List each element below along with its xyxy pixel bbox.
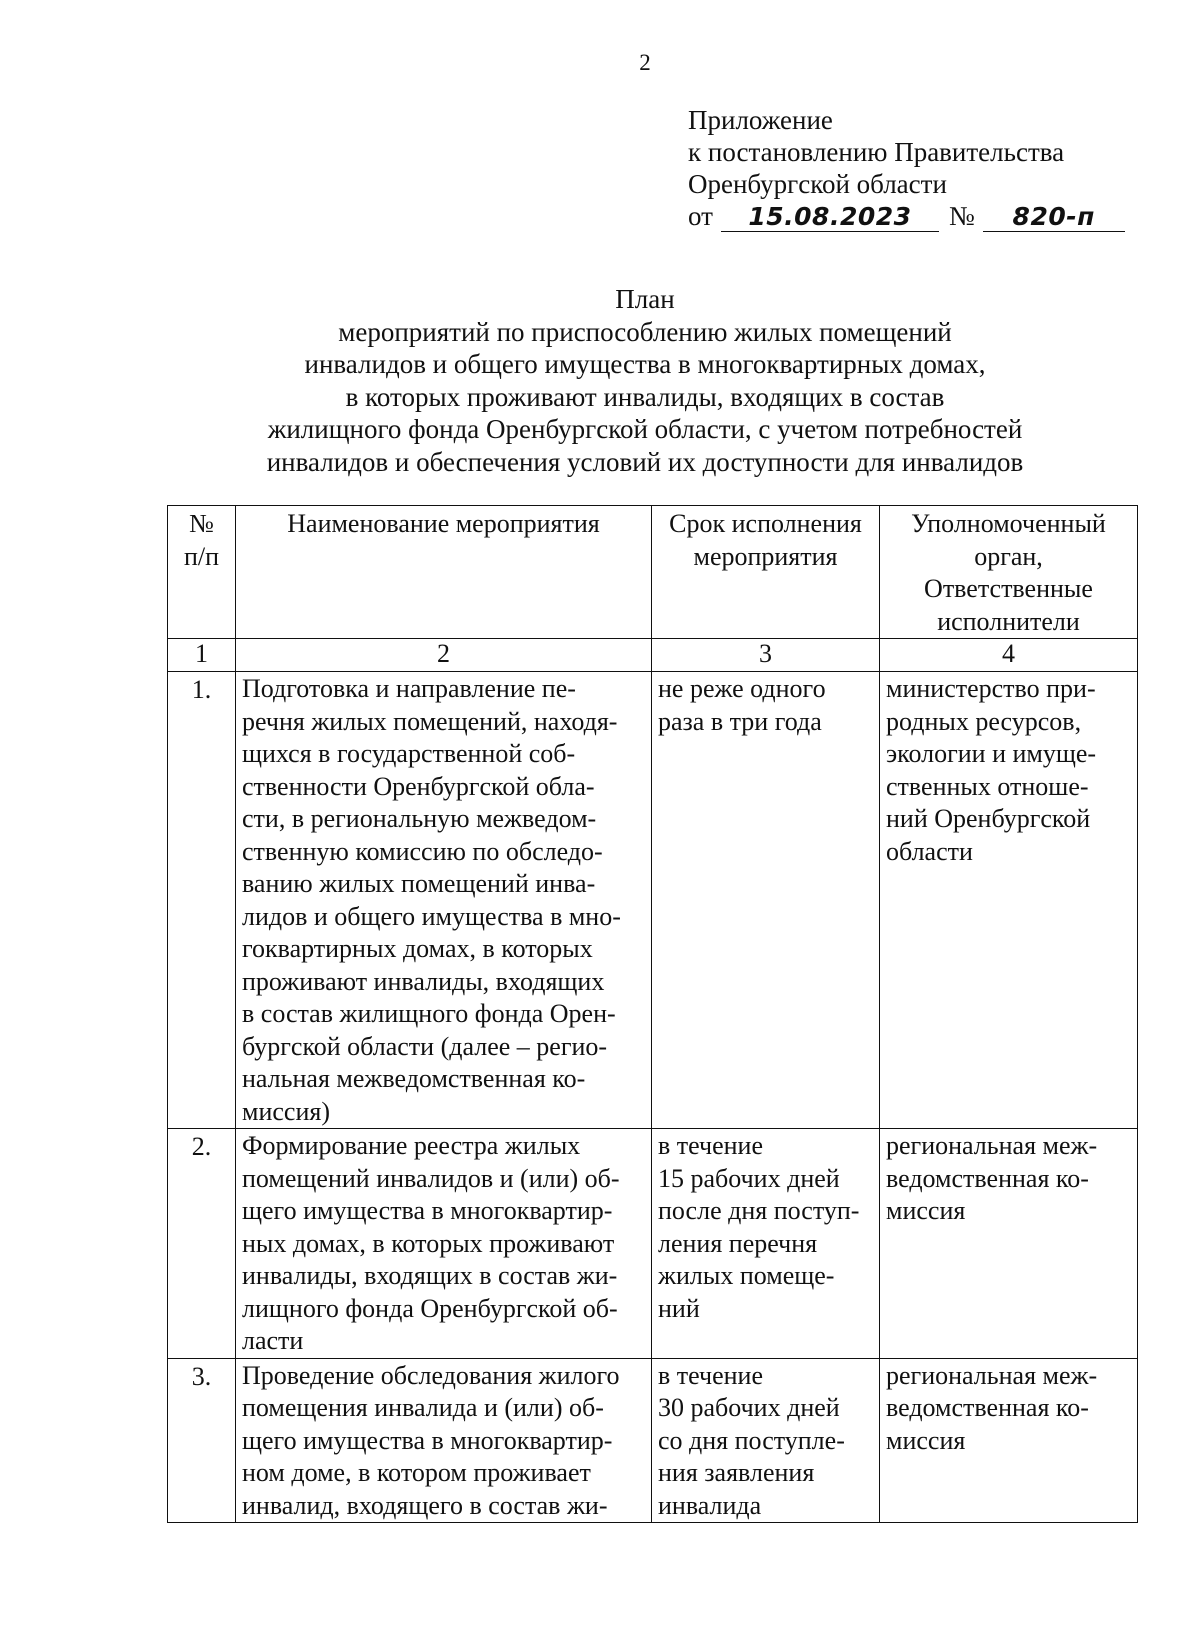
table-row xyxy=(168,1358,1138,1523)
cell-line: ведомственная ко- xyxy=(886,1393,1089,1422)
cell-line: ственную комиссию по обследо- xyxy=(242,836,603,866)
cell-line: 15 рабочих дней xyxy=(658,1163,840,1193)
cell-line: в течение xyxy=(658,1360,764,1390)
plan-table xyxy=(167,505,1138,1523)
title-line: в которых проживают инвалиды, входящих в состав xyxy=(345,381,945,412)
title-line: инвалидов и общего имущества в многоквартирных домах, xyxy=(304,349,986,379)
activity-name-cell xyxy=(236,1129,652,1359)
cell-line: Подготовка и направление пе- xyxy=(242,674,576,703)
cell-line: министерство при- xyxy=(886,674,1096,703)
table-row xyxy=(168,672,1138,1129)
cell-line: родных ресурсов, xyxy=(886,706,1082,736)
cell-line: ления перечня xyxy=(658,1228,818,1258)
column-number: 2 xyxy=(236,639,652,672)
cell-line: ных домах, в которых проживают xyxy=(242,1228,615,1258)
cell-line: помещения инвалида и (или) об- xyxy=(242,1393,604,1422)
cell-line: речня жилых помещений, находя- xyxy=(242,706,618,736)
row-number: 3. xyxy=(168,1358,236,1523)
term-cell xyxy=(652,672,880,1129)
cell-line: миссия xyxy=(886,1196,966,1225)
header-number: № п/п xyxy=(168,506,236,639)
cell-line: не реже одного xyxy=(658,674,826,703)
activity-name-cell xyxy=(236,1358,652,1523)
header-term: Срок исполнения мероприятия xyxy=(652,506,880,639)
cell-line: Проведение обследования жилого xyxy=(242,1360,620,1390)
cell-line: региональная меж- xyxy=(886,1131,1098,1160)
header-name: Наименование мероприятия xyxy=(236,506,652,639)
cell-line: раза в три года xyxy=(658,706,822,736)
column-number: 1 xyxy=(168,639,236,672)
handwritten-date: 15.08.2023 xyxy=(721,203,939,232)
cell-line: ний Оренбургской xyxy=(886,804,1091,833)
cell-line: инвалид, входящего в состав жи- xyxy=(242,1490,608,1520)
title-line: жилищного фонда Оренбургской области, с учетом потребностей xyxy=(267,414,1023,444)
cell-line: лидов и общего имущества в мно- xyxy=(242,901,621,931)
cell-line: в состав жилищного фонда Орен- xyxy=(242,999,616,1028)
cell-line: щихся в государственной соб- xyxy=(242,739,576,768)
cell-line: бургской области (далее – регио- xyxy=(242,1031,608,1061)
appendix-line: Приложение xyxy=(688,105,833,135)
appendix-date-line xyxy=(688,200,1125,232)
cell-line: ласти xyxy=(242,1326,304,1355)
cell-line: сти, в региональную межведом- xyxy=(242,804,597,833)
document-title xyxy=(0,283,1200,478)
cell-line: региональная меж- xyxy=(886,1360,1098,1390)
table-body xyxy=(168,672,1138,1523)
title-line: мероприятий по приспособлению жилых помещений xyxy=(338,316,952,347)
row-number: 1. xyxy=(168,672,236,1129)
column-number: 4 xyxy=(880,639,1138,672)
executor-cell xyxy=(880,1129,1138,1359)
cell-line: области xyxy=(886,836,973,866)
cell-line: щего имущества в многоквартир- xyxy=(242,1425,613,1455)
number-sign: № xyxy=(948,201,975,231)
cell-line: ний xyxy=(658,1293,700,1323)
cell-line: жилых помеще- xyxy=(658,1261,835,1290)
cell-line: лищного фонда Оренбургской об- xyxy=(242,1293,618,1323)
cell-line: инвалида xyxy=(658,1490,762,1520)
cell-line: щего имущества в многоквартир- xyxy=(242,1196,613,1225)
cell-line: ном доме, в котором проживает xyxy=(242,1458,591,1487)
cell-line: со дня поступле- xyxy=(658,1425,845,1455)
title-heading: План xyxy=(615,284,675,314)
appendix-block xyxy=(688,104,1125,232)
column-number-row xyxy=(168,639,1138,672)
cell-line: ния заявления xyxy=(658,1458,815,1487)
appendix-line: к постановлению Правительства xyxy=(688,137,1065,167)
cell-line: ственных отноше- xyxy=(886,771,1089,801)
activity-name-cell xyxy=(236,672,652,1129)
term-cell xyxy=(652,1358,880,1523)
cell-line: помещений инвалидов и (или) об- xyxy=(242,1163,620,1193)
cell-line: ванию жилых помещений инва- xyxy=(242,869,596,898)
cell-line: гоквартирных домах, в которых xyxy=(242,934,593,963)
appendix-line: Оренбургской области xyxy=(688,169,947,199)
title-line: инвалидов и обеспечения условий их доступности для инвалидов xyxy=(266,446,1024,477)
cell-line: миссия) xyxy=(242,1096,330,1126)
cell-line: ведомственная ко- xyxy=(886,1163,1089,1193)
table-row xyxy=(168,1129,1138,1359)
executor-cell xyxy=(880,1358,1138,1523)
cell-line: экологии и имуще- xyxy=(886,739,1097,768)
column-number: 3 xyxy=(652,639,880,672)
handwritten-number: 820-п xyxy=(983,203,1125,232)
date-prefix: от xyxy=(688,201,713,231)
cell-line: ственности Оренбургской обла- xyxy=(242,771,595,801)
cell-line: Формирование реестра жилых xyxy=(242,1131,581,1160)
row-number: 2. xyxy=(168,1129,236,1359)
cell-line: проживают инвалиды, входящих xyxy=(242,966,605,996)
executor-cell xyxy=(880,672,1138,1129)
cell-line: инвалиды, входящих в состав жи- xyxy=(242,1261,618,1290)
table-header-row xyxy=(168,506,1138,639)
term-cell xyxy=(652,1129,880,1359)
cell-line: 30 рабочих дней xyxy=(658,1393,840,1422)
cell-line: в течение xyxy=(658,1131,764,1160)
cell-line: миссия xyxy=(886,1425,966,1455)
cell-line: после дня поступ- xyxy=(658,1196,860,1225)
cell-line: нальная межведомственная ко- xyxy=(242,1064,586,1093)
page-number: 2 xyxy=(639,50,651,75)
header-executor: Уполномоченный орган, Ответственные исполнители xyxy=(880,506,1138,639)
